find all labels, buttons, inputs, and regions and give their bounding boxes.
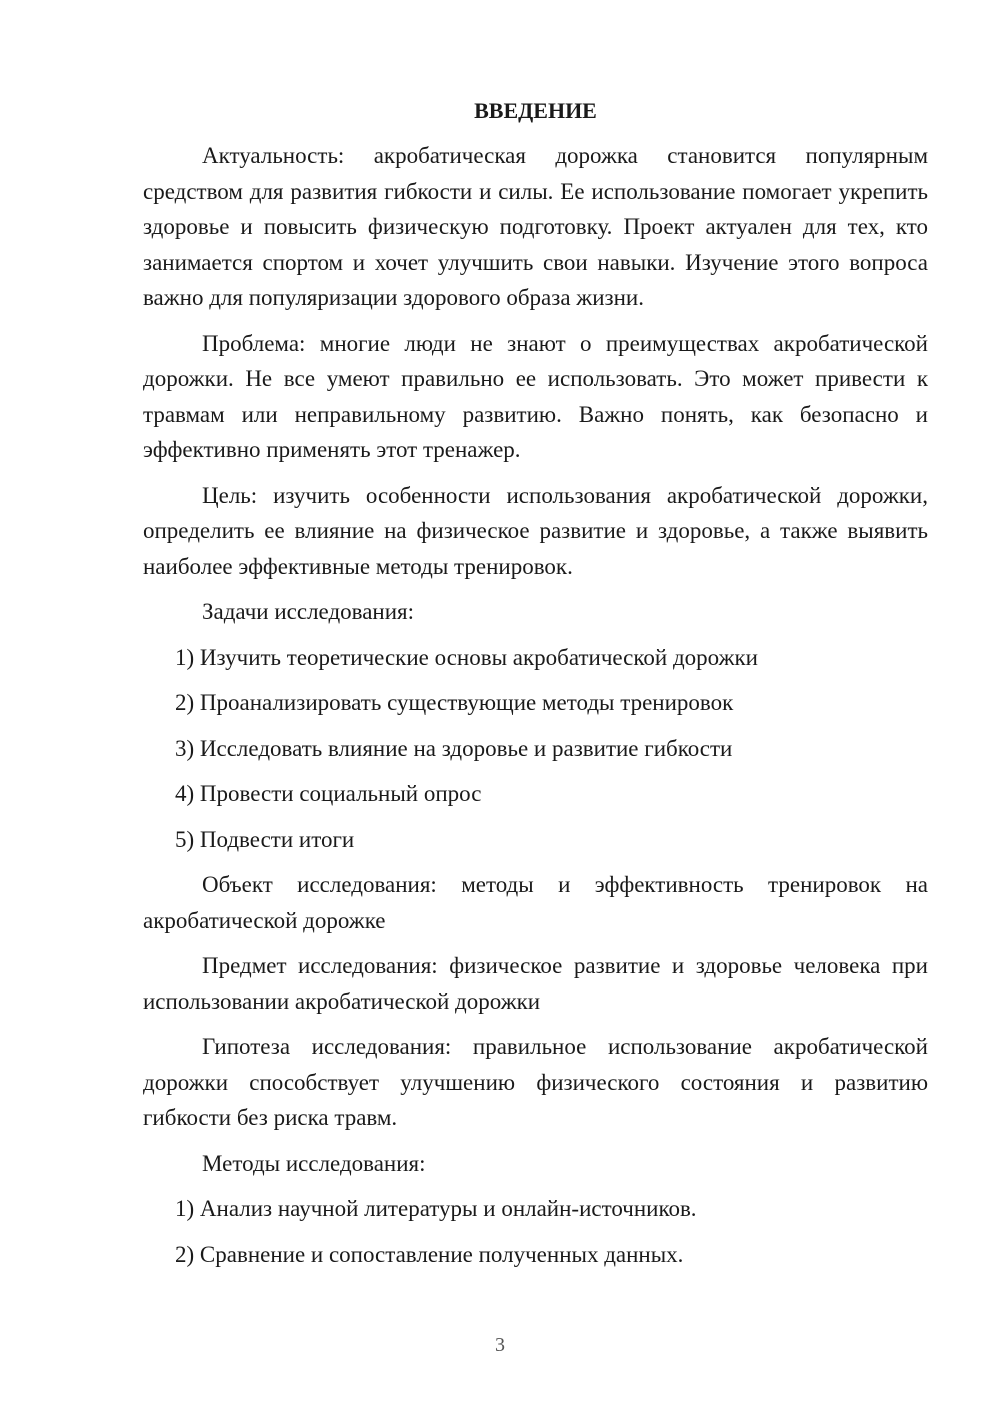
methods-list bbox=[143, 1191, 928, 1272]
problem-paragraph: Проблема: многие люди не знают о преимуществах акробатической дорожки. Не все умеют правильно ее использовать. Это может привести к травмам или неправильному развитию. Важно понять, как безопасно и эффективно применять этот тренажер. bbox=[143, 330, 928, 462]
page-number: 3 bbox=[495, 1334, 505, 1356]
task-item: 2) Проанализировать существующие методы тренировок bbox=[175, 690, 734, 715]
section-title: ВВЕДЕНИЕ bbox=[474, 98, 597, 123]
task-item: 1) Изучить теоретические основы акробатической дорожки bbox=[175, 644, 758, 670]
document-page bbox=[143, 93, 928, 1272]
subject-paragraph: Предмет исследования: физическое развитие и здоровье человека при использовании акробатической дорожки bbox=[143, 953, 928, 1014]
method-item: 1) Анализ научной литературы и онлайн-источников. bbox=[175, 1196, 697, 1221]
tasks-heading: Задачи исследования: bbox=[202, 599, 415, 624]
relevance-paragraph: Актуальность: акробатическая дорожка становится популярным средством для развития гибкости и силы. Ее использование помогает укрепить здоровье и повысить физическую подготовку. Проект актуален для тех, кто занимается спортом и хочет улучшить свои навыки. Изучение этого вопроса важно для популяризации здорового образа жизни. bbox=[143, 143, 928, 310]
tasks-list bbox=[143, 640, 928, 858]
object-paragraph: Объект исследования: методы и эффективность тренировок на акробатической дорожке bbox=[143, 872, 928, 933]
hypothesis-paragraph: Гипотеза исследования: правильное использование акробатической дорожки способствует улучшению физического состояния и развитию гибкости без риска травм. bbox=[143, 1034, 928, 1130]
methods-heading: Методы исследования: bbox=[202, 1150, 426, 1176]
method-item: 2) Сравнение и сопоставление полученных данных. bbox=[175, 1241, 684, 1267]
goal-paragraph: Цель: изучить особенности использования акробатической дорожки, определить ее влияние на физическое развитие и здоровье, а также выявить наиболее эффективные методы тренировок. bbox=[143, 482, 928, 579]
task-item: 3) Исследовать влияние на здоровье и развитие гибкости bbox=[175, 735, 733, 761]
task-item: 4) Провести социальный опрос bbox=[175, 781, 482, 806]
task-item: 5) Подвести итоги bbox=[175, 826, 355, 852]
